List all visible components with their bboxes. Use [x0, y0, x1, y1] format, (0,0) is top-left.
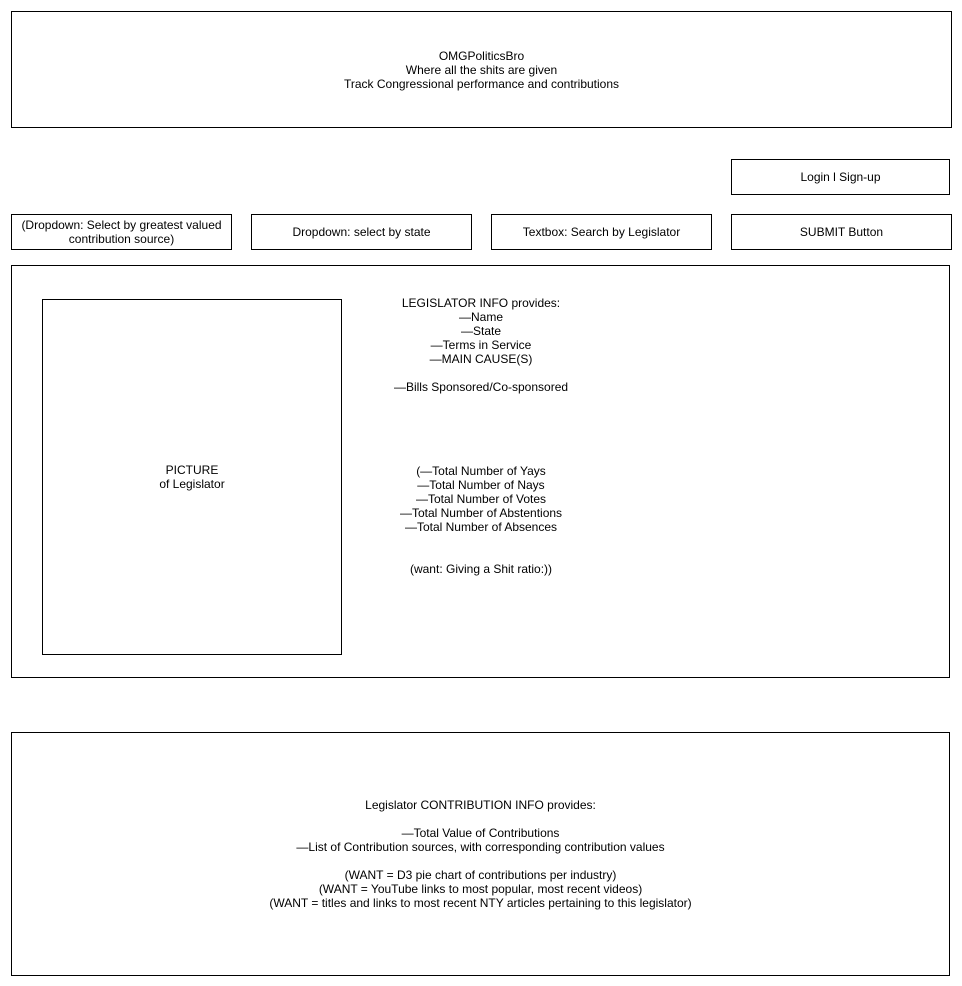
login-signup-label: Login l Sign-up: [800, 170, 881, 184]
giving-ratio: [346, 562, 616, 576]
picture-label-2: of Legislator: [159, 477, 225, 491]
info-item-state: —State: [460, 324, 502, 338]
legislator-panel: [11, 265, 950, 678]
state-dropdown[interactable]: [251, 214, 472, 250]
want-pie-chart: (WANT = D3 pie chart of contributions per industry): [344, 868, 617, 882]
vote-item-votes: —Total Number of Votes: [415, 492, 547, 506]
header-box: [11, 11, 952, 128]
legislator-info-heading: LEGISLATOR INFO provides:: [401, 296, 561, 310]
site-tagline: Where all the shits are given: [405, 62, 558, 77]
info-item-name: —Name: [458, 310, 503, 324]
legislator-search-textbox[interactable]: [491, 214, 712, 250]
vote-item-abstentions: —Total Number of Abstentions: [399, 506, 563, 520]
contribution-item-total: —Total Value of Contributions: [401, 826, 560, 840]
contribution-dropdown-label-2: contribution source): [68, 232, 175, 246]
site-title: OMGPoliticsBro: [438, 48, 525, 63]
contribution-source-dropdown[interactable]: [11, 214, 232, 250]
contribution-dropdown-label-1: (Dropdown: Select by greatest valued: [21, 218, 222, 232]
login-signup-button[interactable]: [731, 159, 950, 195]
legislator-info: [346, 296, 616, 394]
submit-button-label: SUBMIT Button: [799, 225, 884, 239]
info-item-main-causes: —MAIN CAUSE(S): [429, 352, 533, 366]
contribution-item-sources: —List of Contribution sources, with corresponding contribution values: [296, 840, 665, 854]
legislator-picture: [42, 299, 342, 655]
submit-button[interactable]: [731, 214, 952, 250]
vote-item-yays: (—Total Number of Yays: [416, 464, 546, 478]
picture-label-1: PICTURE: [165, 463, 219, 477]
contribution-panel: [11, 732, 950, 976]
state-dropdown-label: Dropdown: select by state: [292, 225, 431, 239]
giving-ratio-label: (want: Giving a Shit ratio:)): [409, 562, 553, 576]
want-youtube-links: (WANT = YouTube links to most popular, most recent videos): [318, 882, 643, 896]
site-subtitle: Track Congressional performance and contributions: [343, 76, 620, 91]
want-nyt-articles: (WANT = titles and links to most recent NTY articles pertaining to this legislator): [269, 896, 692, 910]
info-item-bills: —Bills Sponsored/Co-sponsored: [393, 380, 569, 394]
vote-item-absences: —Total Number of Absences: [404, 520, 558, 534]
info-item-terms: —Terms in Service: [430, 338, 532, 352]
vote-item-nays: —Total Number of Nays: [417, 478, 545, 492]
legislator-search-label: Textbox: Search by Legislator: [522, 225, 681, 239]
vote-stats: [346, 464, 616, 534]
contribution-heading: Legislator CONTRIBUTION INFO provides:: [365, 798, 596, 812]
